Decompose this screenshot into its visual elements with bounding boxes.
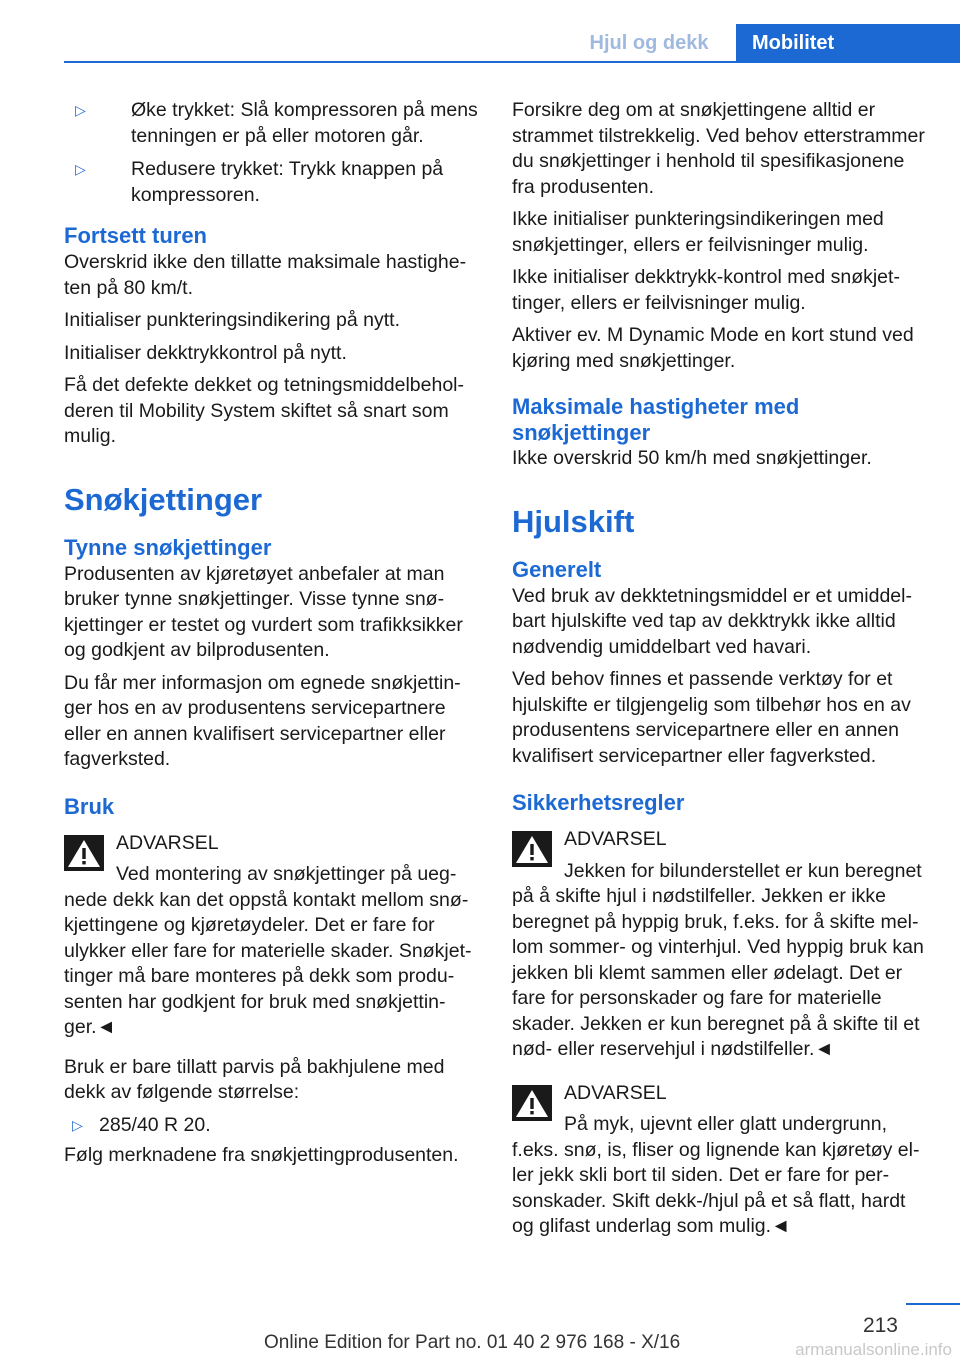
paragraph: Få det defekte dekket og tetningsmiddelbeholderen til Mobility System skiftet så snart som mulig. [64, 374, 465, 447]
page-number: 213 [862, 1314, 898, 1337]
left-column [64, 98, 478, 1176]
heading-bruk: Bruk [64, 793, 115, 819]
warning-title: ADVARSEL [116, 831, 219, 854]
list-item: ▷ Redusere trykket: Trykk knappen på kompressoren. [75, 158, 444, 206]
triangle-bullet-icon: ▷ [75, 161, 86, 177]
paragraph: Aktiver ev. M Dynamic Mode en kort stund ved kjøring med snøkjettinger. [512, 324, 914, 372]
paragraph: Ikke initialiser dekktrykk-kontrol med snøkjettinger, ellers er feilvisninger mulig. [512, 266, 900, 314]
paragraph: Følg merknadene fra snøkjettingprodusenten. [64, 1144, 459, 1166]
warning-text: På myk, ujevnt eller glatt undergrunn, f.eks. snø, is, fliser og lignende kan kjøretøy eller jekk skli bort til siden. Det er fare for personskader. Skift dekk-/hjul på et så flatt, hardt og glifast underlag som mulig.◄ [512, 1113, 920, 1237]
warning-title: ADVARSEL [564, 1081, 667, 1104]
footer-rule [906, 1303, 960, 1305]
title-hjulskift: Hjulskift [512, 503, 635, 539]
paragraph: Ved behov finnes et passende verktøy for et hjulskifte er tilgjengelig som tilbehør hos en av produsentens servicepartnere eller en annen kvalifisert servicepartner eller fagverksted. [512, 668, 911, 767]
heading-sikkerhetsregler: Sikkerhetsregler [512, 790, 685, 815]
right-column [512, 98, 926, 1240]
list-item: ▷ Øke trykket: Slå kompressoren på mens tenningen er på eller motoren går. [75, 99, 478, 147]
warning-text: Ved montering av snøkjettinger på uegnede dekk kan det oppstå kontakt mellom snøkjettingene og kjøretøydeler. Det er fare for ulykker eller fare for materielle skader. Snøkjettinger må bare monteres på dekk som produsenten har godkjent for bruk med snøkjettinger.◄ [64, 863, 472, 1038]
heading-tynne-snokjettinger: Tynne snøkjettinger [64, 534, 272, 560]
paragraph: Forsikre deg om at snøkjettingene alltid er strammet tilstrekkelig. Ved behov etterstrammer du snøkjettinger i henhold til spesifikasjonene fra produsenten. [512, 99, 925, 198]
triangle-bullet-icon: ▷ [75, 102, 86, 118]
paragraph: Bruk er bare tillatt parvis på bakhjulene med dekk av følgende størrelse: [64, 1055, 445, 1103]
paragraph: Du får mer informasjon om egnede snøkjettinger hos en av produsentens servicepartnere eller en annen kvalifisert servicepartner eller fagverksted. [64, 671, 461, 770]
warning-triangle-icon [64, 835, 104, 871]
edition-note: Online Edition for Part no. 01 40 2 976 168 - X/16 [264, 1332, 681, 1353]
paragraph: Initialiser punkteringsindikering på nytt. [64, 309, 401, 331]
warning-triangle-icon [512, 831, 552, 867]
paragraph: Ved bruk av dekktetningsmiddel er et umiddelbart hjulskifte ved tap av dekktrykk ikke alltid nødvendig umiddelbart ved havari. [512, 584, 912, 658]
paragraph: Ikke initialiser punkteringsindikeringen med snøkjettinger, ellers er feilvisninger mulig. [512, 208, 884, 256]
warning-box [512, 827, 926, 1063]
warning-title: ADVARSEL [564, 828, 667, 850]
warning-text: Jekken for bilunderstellet er kun beregnet på å skifte hjul i nødstilfeller. Jekken er ikke beregnet på hyppig bruk, f.eks. for å skifte mellom sommer- og vinterhjul. Ved hyppig bruk kan jekken bli klemt sammen eller ødelagt. Det er fare for personskader og fare for materielle skader. Jekken er kun beregnet på å skifte til et nød- eller reservehjul i nødstilfeller.◄ [512, 859, 924, 1060]
paragraph: Overskrid ikke den tillatte maksimale hastigheten på 80 km/t. [64, 251, 467, 299]
section-tab: Hjul og dekk [589, 32, 709, 54]
heading-maksimale-hastigheter: Maksimale hastigheter med snøkjettinger [512, 394, 800, 445]
title-snokjettinger: Snøkjettinger [64, 481, 263, 517]
chapter-tab: Mobilitet [736, 24, 960, 62]
triangle-bullet-icon: ▷ [72, 1116, 83, 1133]
list-item: ▷ 285/40 R 20. [64, 1113, 478, 1139]
warning-box [512, 1081, 926, 1240]
paragraph: Produsenten av kjøretøyet anbefaler at man bruker tynne snøkjettinger. Visse tynne snøkjettinger er testet og vurdert som trafikksikker og godkjent av bilprodusenten. [64, 562, 463, 661]
paragraph: Initialiser dekktrykkontrol på nytt. [64, 341, 347, 364]
warning-triangle-icon [512, 1085, 552, 1121]
warning-box [64, 831, 478, 1041]
header-rule [64, 61, 960, 63]
watermark: armanualsonline.info [795, 1340, 952, 1359]
paragraph: Ikke overskrid 50 km/h med snøkjettinger. [512, 447, 872, 469]
heading-fortsett-turen: Fortsett turen [64, 223, 207, 248]
heading-generelt: Generelt [512, 556, 602, 582]
